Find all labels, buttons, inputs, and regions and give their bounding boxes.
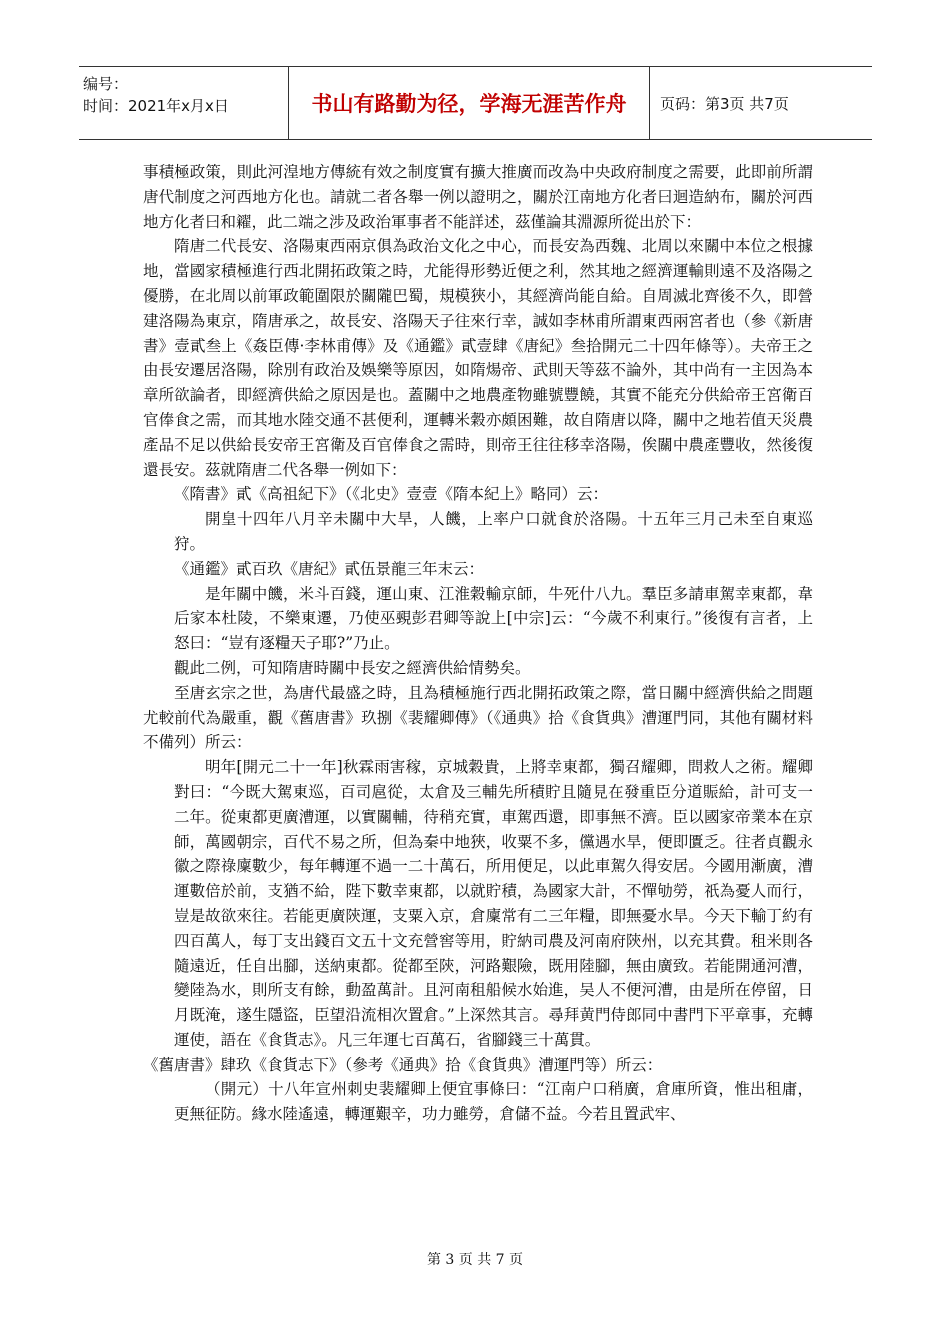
paragraph: 隋唐二代長安、洛陽東西兩京俱為政治文化之中心，而長安為西魏、北周以來關中本位之根據地，當國家積極進行西北開拓政策之時，尤能得形勢近便之利，然其地之經濟運輸則遠不及洛陽之優勝，在北周以前軍政範圍限於關隴巴蜀，規模狹小，其經濟尚能自給。自周滅北齊後不久，即營建洛陽為東京，隋唐承之，故長安、洛陽天子往來行幸，誠如李林甫所謂東西兩宮者也（參《新唐書》壹貳叁上《姦臣傳·李林甫傳》及《通鑑》貳壹肆《唐紀》叁拾開元二十四年條等）。夫帝王之由長安遷居洛陽，除別有政治及娛樂等原因，如隋煬帝、武則天等茲不論外，其中尚有一主因為本章所欲論者，即經濟供給之原因是也。蓋關中之地農產物雖號豐饒，其實不能充分供給帝王宮衛百官俸食之需，而其地水陸交通不甚便利，運轉米穀亦頗困難，故自隋唐以降，關中之地若值天災農產品不足以供給長安帝王宮衛及百官俸食之需時，則帝王往往移幸洛陽，俟關中農產豐收，然後復還長安。茲就隋唐二代各舉一例如下：: [143, 237, 813, 479]
paragraph: 觀此二例，可知隋唐時關中長安之經濟供給情勢矣。: [174, 658, 531, 677]
document-date: 时间：2021年x月x日: [83, 97, 229, 115]
header-meta: [79, 67, 289, 139]
citation-intro: 《舊唐書》肆玖《食貨志下》（參考《通典》拾《食貨典》漕運門等）所云：: [143, 1055, 663, 1074]
block-quote: 明年[開元二十一年]秋霖雨害稼，京城穀貴，上將幸東都，獨召耀卿，問救人之術。耀卿對曰：“今既大駕東巡，百司扈從，太倉及三輔先所積貯且隨見在發重臣分道賑給，計可支一二年。從東都更廣漕運，以實關輔，待稍充實，車駕西還，即事無不濟。臣以國家帝業本在京師，萬國朝宗，百代不易之所，但為秦中地狹，收粟不多，儻遇水旱，便即匱乏。往者貞觀永徽之際祿廩數少，每年轉運不過一二十萬石，所用便足，以此車駕久得安居。今國用漸廣，漕運數倍於前，支猶不給，陛下數幸東都，以就貯積，為國家大計，不憚劬勞，祇為憂人而行，豈是故欲來往。若能更廣陝運，支粟入京，倉廩常有二三年糧，即無憂水旱。今天下輸丁約有四百萬人，每丁支出錢百文五十文充營窖等用，貯納司農及河南府陝州，以充其費。租米則各隨遠近，任自出腳，送納東都。從都至陝，河路艱險，既用陸腳，無由廣致。若能開通河漕，變陸為水，則所支有餘，動盈萬計。且河南租船候水始進，吴人不便河漕，由是所在停留，日月既淹，遂生隱盜，臣望沿流相次置倉。”上深然其言。尋拜黄門侍郎同中書門下平章事，充轉運使，語在《食貨志》。凡三年運七百萬石，省腳錢三十萬貫。: [174, 758, 813, 1049]
page-header: [79, 66, 872, 140]
citation-intro: 《通鑑》貳百玖《唐紀》貳伍景龍三年末云：: [174, 559, 485, 578]
paragraph: 至唐玄宗之世，為唐代最盛之時，且為積極施行西北開拓政策之際，當日關中經濟供給之問題尤較前代為嚴重，觀《舊唐書》玖捌《裴耀卿傳》（《通典》拾《食貨典》漕運門同，其他有關材料不備列）所云：: [143, 683, 813, 752]
document-body: [143, 160, 813, 1127]
page-footer: 第 3 页 共 7 页: [426, 1252, 524, 1268]
header-page-number: 页码：第3页 共7页: [660, 94, 789, 113]
block-quote: 是年關中饑，米斗百錢，運山東、江淮穀輸京師，牛死什八九。羣臣多請車駕幸東都，韋后家本杜陵，不樂東遷，乃使巫覡彭君卿等說上[中宗]云：“今歲不利東行。”後復有言者，上怒曰：“豈有逐糧天子耶?”乃止。: [174, 584, 813, 653]
block-quote: （開元）十八年宣州刺史裴耀卿上便宜事條曰：“江南户口稍廣，倉庫所資，惟出租庸，更無征防。緣水陸遙遠，轉運艱辛，功力雖勞，倉儲不益。今若且置武牢、: [174, 1080, 813, 1124]
header-motto: 书山有路勤为径，学海无涯苦作舟: [289, 67, 650, 139]
citation-intro: 《隋書》貳《高祖紀下》（《北史》壹壹《隋本紀上》略同）云：: [174, 485, 609, 504]
block-quote: 開皇十四年八月辛未關中大旱，人饑，上率户口就食於洛陽。十五年三月己未至自東巡狩。: [174, 510, 813, 553]
paragraph: 事積極政策，則此河湟地方傳統有效之制度實有擴大推廣而改為中央政府制度之需要，此即前所謂唐代制度之河西地方化也。請就二者各舉一例以證明之，關於江南地方化者曰迴造納布，關於河西地方化者曰和糴，此二端之涉及政治軍事者不能詳述，茲僅論其淵源所從出於下：: [143, 163, 813, 231]
document-number: 编号：: [83, 75, 129, 93]
